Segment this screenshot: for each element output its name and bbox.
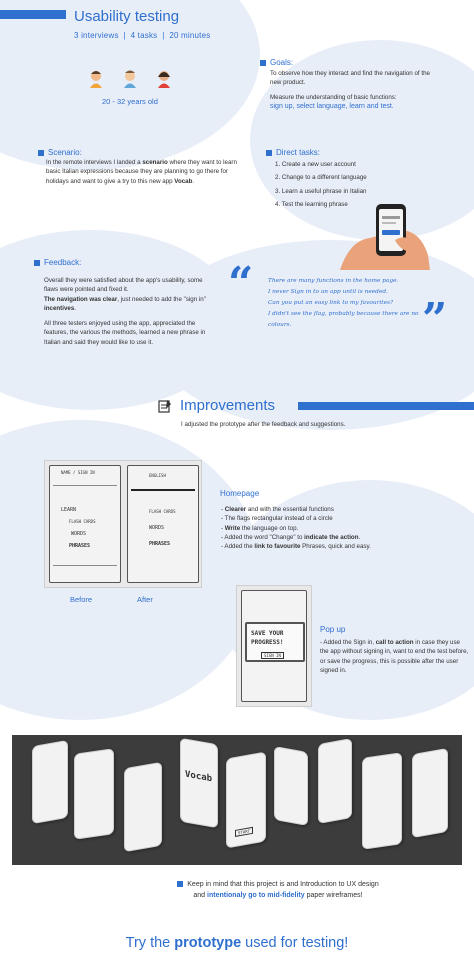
feedback-p1: Overall they were satisfied about the app's usability, some flaws were pointed and fixed it. bbox=[44, 277, 203, 294]
scenario-label: Scenario: bbox=[48, 148, 82, 157]
popup-text-2: call to action bbox=[375, 639, 414, 646]
wrench-icon bbox=[158, 399, 172, 413]
feedback-p2a: The navigation was clear bbox=[44, 295, 118, 303]
cta-text-c: used for testing! bbox=[241, 935, 349, 951]
sketch-after bbox=[127, 465, 199, 583]
header-accent-bar bbox=[0, 10, 66, 19]
sketch-flash-after: FLASH CARDS bbox=[149, 509, 176, 514]
mockup-phone bbox=[274, 746, 308, 826]
feedback-text bbox=[44, 276, 214, 347]
goals-heading bbox=[260, 58, 293, 67]
homepage-item-text: - The flags rectangular instead of a circle bbox=[221, 515, 333, 523]
homepage-item-text: - bbox=[221, 506, 225, 513]
popup-text-3: in case they use the app without signing in, want to end the test before, or save the progress, this is possible after the user signed in. bbox=[320, 639, 469, 674]
homepage-item-bold: Write bbox=[224, 524, 241, 532]
homepage-item bbox=[221, 524, 401, 533]
page-title: Usability testing bbox=[74, 8, 180, 25]
homepage-label: Homepage bbox=[220, 489, 260, 498]
task-item: 4. Test the learning phrase bbox=[275, 200, 348, 208]
improvements-icon bbox=[158, 399, 172, 413]
hand-phone-illustration bbox=[340, 200, 430, 270]
sketch-line bbox=[131, 489, 195, 491]
tasks-heading bbox=[266, 148, 320, 157]
homepage-item-text: and with the essential functions bbox=[246, 506, 334, 513]
bullet-icon bbox=[260, 60, 266, 66]
note-line2c: paper wireframes! bbox=[304, 891, 363, 899]
mockup-phone bbox=[32, 740, 68, 824]
sketch-save2: PROGRESS! bbox=[251, 639, 284, 646]
improvements-bar bbox=[298, 402, 474, 410]
popup-text bbox=[320, 638, 470, 675]
goals-line3: sign up, select language, learn and test. bbox=[270, 102, 394, 110]
mockup-phone bbox=[318, 738, 352, 824]
homepage-item bbox=[221, 514, 401, 523]
homepage-item-text: Phrases, quick and easy. bbox=[300, 543, 371, 551]
open-quote-icon: “ bbox=[228, 258, 254, 309]
mockup-phone bbox=[412, 748, 448, 838]
sketch-signin: SIGN IN bbox=[261, 652, 284, 659]
quotes-block bbox=[268, 276, 428, 331]
note-line1 bbox=[128, 880, 428, 891]
mockup-phone bbox=[74, 748, 114, 840]
sketch-line bbox=[53, 485, 117, 486]
homepage-list bbox=[221, 505, 401, 551]
bullet-icon bbox=[38, 150, 44, 156]
homepage-item-text: . bbox=[358, 533, 361, 541]
homepage-item-bold: indicate the action bbox=[304, 533, 359, 541]
bullet-icon bbox=[266, 150, 272, 156]
scenario-heading bbox=[38, 148, 82, 157]
mockup-phone bbox=[180, 738, 218, 829]
quote-item: There are many functions in the home page. bbox=[268, 278, 399, 284]
sketch-name: NAME / SIGN IN bbox=[61, 470, 95, 475]
before-label: Before bbox=[70, 595, 93, 604]
feedback-p2c: incentives bbox=[44, 304, 75, 312]
tester-avatars bbox=[86, 68, 176, 90]
task-item: 3. Learn a useful phrase in Italian bbox=[275, 187, 367, 195]
task-item: 2. Change to a different language bbox=[275, 174, 367, 182]
mockup-vocab: Vocab bbox=[185, 769, 213, 785]
tasks-label: Direct tasks: bbox=[276, 148, 321, 157]
cta-text-a: Try the bbox=[125, 935, 175, 951]
sketch-popup bbox=[236, 585, 312, 707]
homepage-item-text: - Added the bbox=[221, 543, 255, 551]
note-line2b: intentionaly go to mid-fidelity bbox=[207, 891, 305, 899]
goals-line1: To observe how they interact and find the navigation of the new product. bbox=[270, 70, 430, 87]
sketch-line bbox=[53, 565, 117, 566]
sketch-learn: LEARN bbox=[61, 507, 77, 513]
scenario-text-a: In the remote interviews I landed a bbox=[46, 159, 143, 166]
footer-note bbox=[128, 880, 428, 901]
note-line1-text: Keep in mind that this project is and Introduction to UX design bbox=[187, 881, 379, 888]
homepage-item bbox=[221, 533, 401, 542]
bullet-icon bbox=[177, 881, 183, 887]
goals-line2: Measure the understanding of basic functions: bbox=[270, 93, 397, 101]
homepage-item-text: the language on top. bbox=[240, 524, 299, 532]
sketch-words-after: WORDS bbox=[149, 525, 165, 531]
homepage-item-bold: Clearer bbox=[224, 506, 247, 513]
feedback-heading bbox=[34, 258, 81, 267]
quote-item: Can you put an easy link to my favourites? bbox=[268, 300, 394, 306]
feedback-label: Feedback: bbox=[44, 258, 82, 267]
sketch-flash: FLASH CARDS bbox=[69, 519, 96, 524]
cta-text-b: prototype bbox=[174, 935, 242, 951]
goals-text bbox=[270, 69, 430, 112]
mockup-phone bbox=[362, 752, 402, 850]
after-label: After bbox=[137, 595, 153, 604]
homepage-item-text: - Added the word "Change" to bbox=[221, 533, 305, 541]
scenario-text-b: scenario bbox=[142, 159, 168, 166]
sketch-phrases: PHRASES bbox=[69, 543, 91, 549]
improvements-intro: I adjusted the prototype after the feedback and suggestions. bbox=[181, 421, 346, 428]
feedback-p2b: , just needed to add the "sign in" bbox=[117, 295, 206, 303]
popup-text-1: - Added the Sign in, bbox=[320, 639, 376, 646]
note-line2a: and bbox=[193, 891, 208, 899]
quote-item: I didn't see the flag, probably because there are no colours. bbox=[268, 311, 419, 328]
sketch-words: WORDS bbox=[71, 531, 87, 537]
bullet-icon bbox=[34, 260, 40, 266]
close-quote-icon: ” bbox=[422, 294, 448, 345]
page-subtitle: 3 interviews | 4 tasks | 20 minutes bbox=[74, 31, 211, 40]
scenario-text-c: where they want to learn basic Italian expressions because they are planning to go there for holidays and want to give a try to this new app bbox=[46, 159, 237, 185]
homepage-item-text: - bbox=[221, 524, 225, 532]
scenario-text-e: . bbox=[192, 177, 195, 185]
mockup-phone bbox=[226, 751, 266, 848]
sketch-save1: SAVE YOUR bbox=[251, 630, 284, 637]
homepage-item bbox=[221, 505, 401, 514]
mockup-phone bbox=[124, 762, 162, 853]
scenario-text bbox=[46, 158, 246, 186]
goals-label: Goals: bbox=[270, 58, 294, 67]
tester-avatar-icons bbox=[86, 68, 176, 90]
scenario-text-d: Vocab bbox=[174, 177, 193, 185]
feedback-p2d: . bbox=[74, 304, 76, 312]
feedback-p3: All three testers enjoyed using the app, appreciated the features, the various the methods, learned a new phrase in Italian and said they would like to use it. bbox=[44, 320, 206, 346]
popup-label: Pop up bbox=[320, 625, 346, 634]
task-item: 1. Create a new user account bbox=[275, 161, 356, 168]
homepage-item-bold: link to favourite bbox=[254, 543, 301, 551]
note-line2 bbox=[128, 891, 428, 902]
age-range: 20 - 32 years old bbox=[102, 97, 158, 106]
mockups-gallery bbox=[12, 735, 462, 865]
homepage-item bbox=[221, 542, 401, 551]
mockup-start: START bbox=[235, 827, 253, 837]
hand-holding-phone-icon bbox=[340, 200, 430, 270]
feedback-p2 bbox=[44, 295, 214, 314]
improvements-title: Improvements bbox=[180, 397, 276, 414]
sketch-before-after bbox=[44, 460, 202, 588]
sketch-phrases-after: PHRASES bbox=[149, 541, 171, 547]
quote-item: I never Sign in to an app until is needed. bbox=[268, 289, 388, 295]
sketch-english: ENGLISH bbox=[149, 473, 166, 478]
cta-prototype-link[interactable] bbox=[0, 935, 474, 951]
